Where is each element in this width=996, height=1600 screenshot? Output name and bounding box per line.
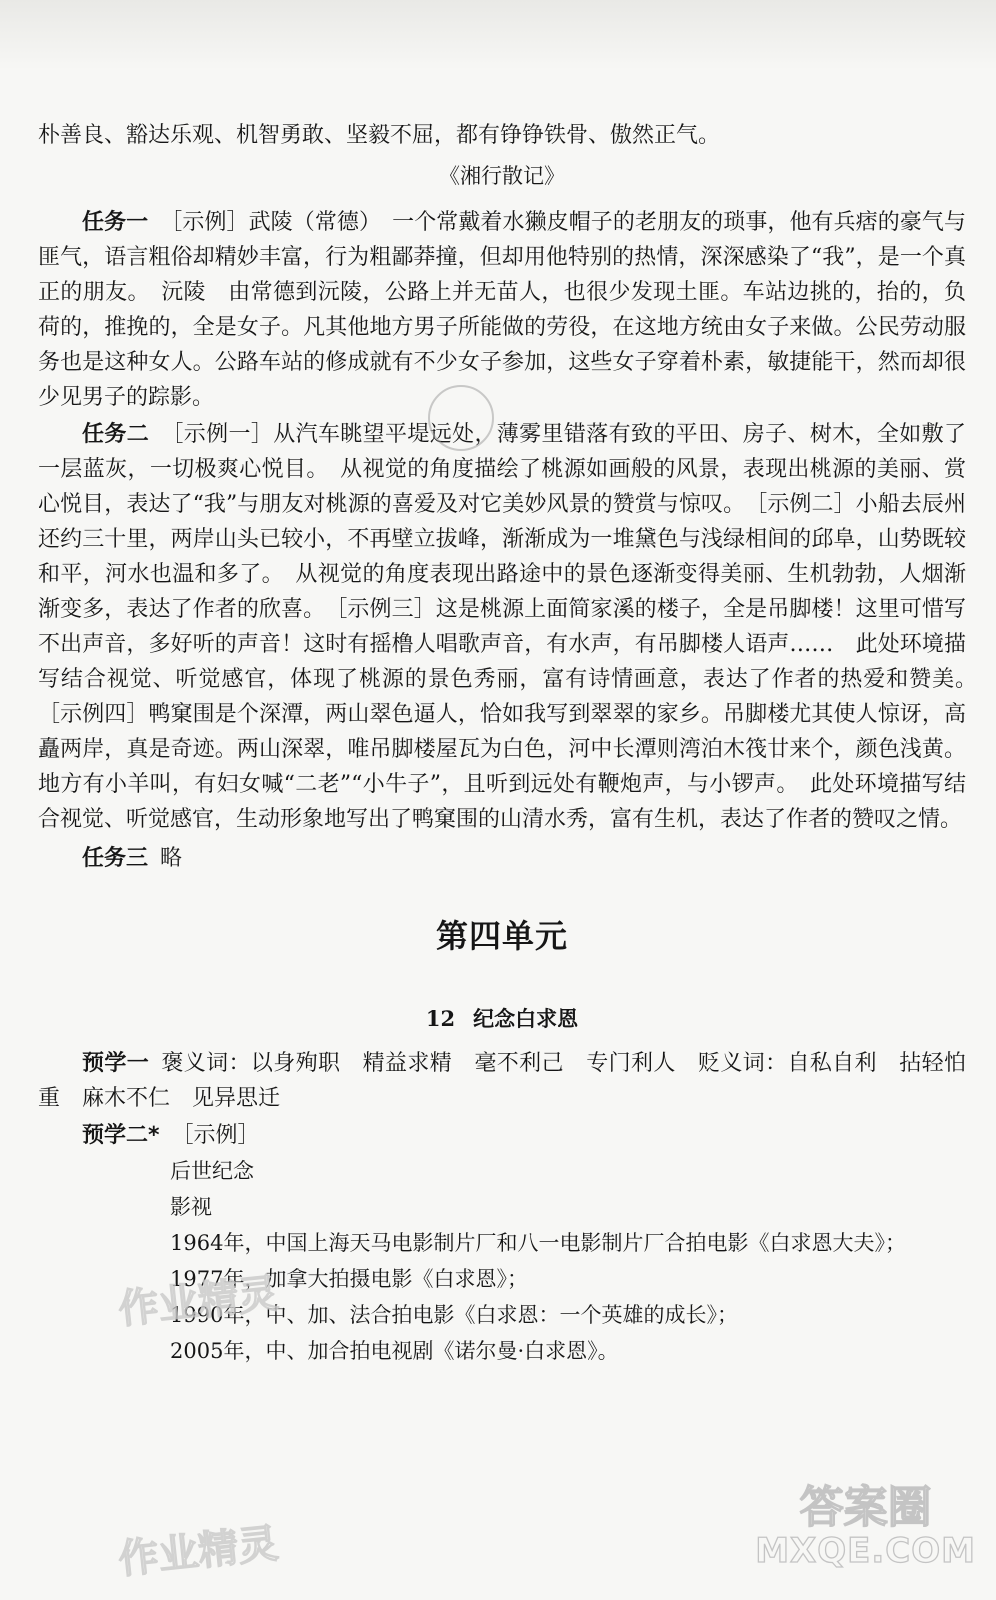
pre1-text: 褒义词：以身殉职 精益求精 毫不利己 专门利人 贬义词：自私自利 拈轻怕重 麻木不仁 见异思迁: [38, 1051, 966, 1111]
site-watermark-logo: [755, 1484, 976, 1570]
task1-text: ［示例］武陵（常德） 一个常戴着水獭皮帽子的老朋友的琐事，他有兵痞的豪气与匪气，语言粗俗却精妙丰富，行为粗鄙莽撞，但却用他特别的热情，深深感染了“我”，是一个真正的朋友。 沅陵 由常德到沅陵，公路上并无苗人，也很少发现土匪。车站边挑的，抬的，负荷的，推挽的，全是女子。凡其他地方男子所能做的劳役，在这地方统由女子来做。公民劳动服务也是这种女人。公路车站的修成就有不少女子参加，这些女子穿着朴素，敏捷能干，然而却很少见男子的踪影。: [38, 210, 966, 410]
section-title: 《湘行散记》: [439, 164, 565, 188]
film-entry: 1990年，中、加、法合拍电影《白求恩：一个英雄的成长》；: [170, 1303, 738, 1327]
task1-paragraph: [38, 205, 966, 415]
task3-text: 略: [160, 846, 183, 871]
watermark-text: 作业精灵: [116, 1520, 281, 1584]
commemoration-heading: 后世纪念: [170, 1159, 254, 1183]
faint-stamp-seal: [428, 385, 494, 451]
task3-paragraph: [38, 841, 966, 876]
lesson-name: 纪念白求恩: [473, 1007, 579, 1031]
site-watermark-cn: 答案圈: [799, 1482, 932, 1534]
lesson-number: 12: [425, 1006, 456, 1031]
task3-label: 任务三: [82, 846, 149, 871]
pre1-paragraph: [38, 1046, 966, 1116]
unit-title: 第四单元: [435, 917, 568, 955]
site-watermark-en: MXQE.COM: [755, 1530, 976, 1571]
task2-paragraph: [38, 417, 989, 837]
pre2-paragraph: [38, 1118, 966, 1153]
film-entry: 1964年，中国上海天马电影制片厂和八一电影制片厂合拍电影《白求恩大夫》；: [170, 1231, 906, 1255]
task1-label: 任务一: [82, 210, 149, 235]
film-entry: 2005年，中、加合拍电视剧《诺尔曼·白求恩》。: [170, 1339, 619, 1363]
continued-line: 朴善良、豁达乐观、机智勇敢、坚毅不屈，都有铮铮铁骨、傲然正气。: [38, 123, 721, 148]
task2-label: 任务二: [82, 422, 150, 447]
film-heading: 影视: [170, 1195, 212, 1219]
film-entry: 1977年，加拿大拍摄电影《白求恩》；: [170, 1267, 528, 1291]
watermark-text: 作业精灵: [116, 1270, 281, 1334]
lesson-title: [38, 1004, 966, 1034]
scan-top-shading: [0, 0, 996, 70]
document-page: [38, 118, 989, 1369]
pre1-label: 预学一: [82, 1051, 150, 1076]
pre2-label: 预学二*: [82, 1123, 160, 1148]
task2-text: ［示例一］从汽车眺望平堤远处，薄雾里错落有致的平田、房子、树木，全如敷了一层蓝灰，一切极爽心悦目。 从视觉的角度描绘了桃源如画般的风景，表现出桃源的美丽、赏心悦目，表达了“我”与朋友对桃源的喜爱及对它美妙风景的赞赏与惊叹。 ［示例二］小船去辰州还约三十里，两岸山头已较小，不再壁立拔峰，渐渐成为一堆黛色与浅绿相间的邱阜，山势既较和平，河水也温和多了。 从视觉的角度表现出路途中的景色逐渐变得美丽、生机勃勃，人烟渐渐变多，表达了作者的欣喜。 ［示例三］这是桃源上面简家溪的楼子，全是吊脚楼！这里可惜写不出声音，多好听的声音！这时有摇橹人唱歌声音，有水声，有吊脚楼人语声…… 此处环境描写结合视觉、听觉感官，体现了桃源的景色秀丽，富有诗情画意，表达了作者的热爱和赞美。 ［示例四］鸭窠围是个深潭，两山翠色逼人，恰如我写到翠翠的家乡。吊脚楼尤其使人惊讶，高矗两岸，真是奇迹。两山深翠，唯吊脚楼屋瓦为白色，河中长潭则湾泊木筏廿来个，颜色浅黄。地方有小羊叫，有妇女喊“二老”“小牛子”，且听到远处有鞭炮声，与小锣声。 此处环境描写结合视觉、听觉感官，生动形象地写出了鸭窠围的山清水秀，富有生机，表达了作者的赞叹之情。: [38, 422, 989, 832]
pre2-text: ［示例］: [171, 1123, 260, 1148]
